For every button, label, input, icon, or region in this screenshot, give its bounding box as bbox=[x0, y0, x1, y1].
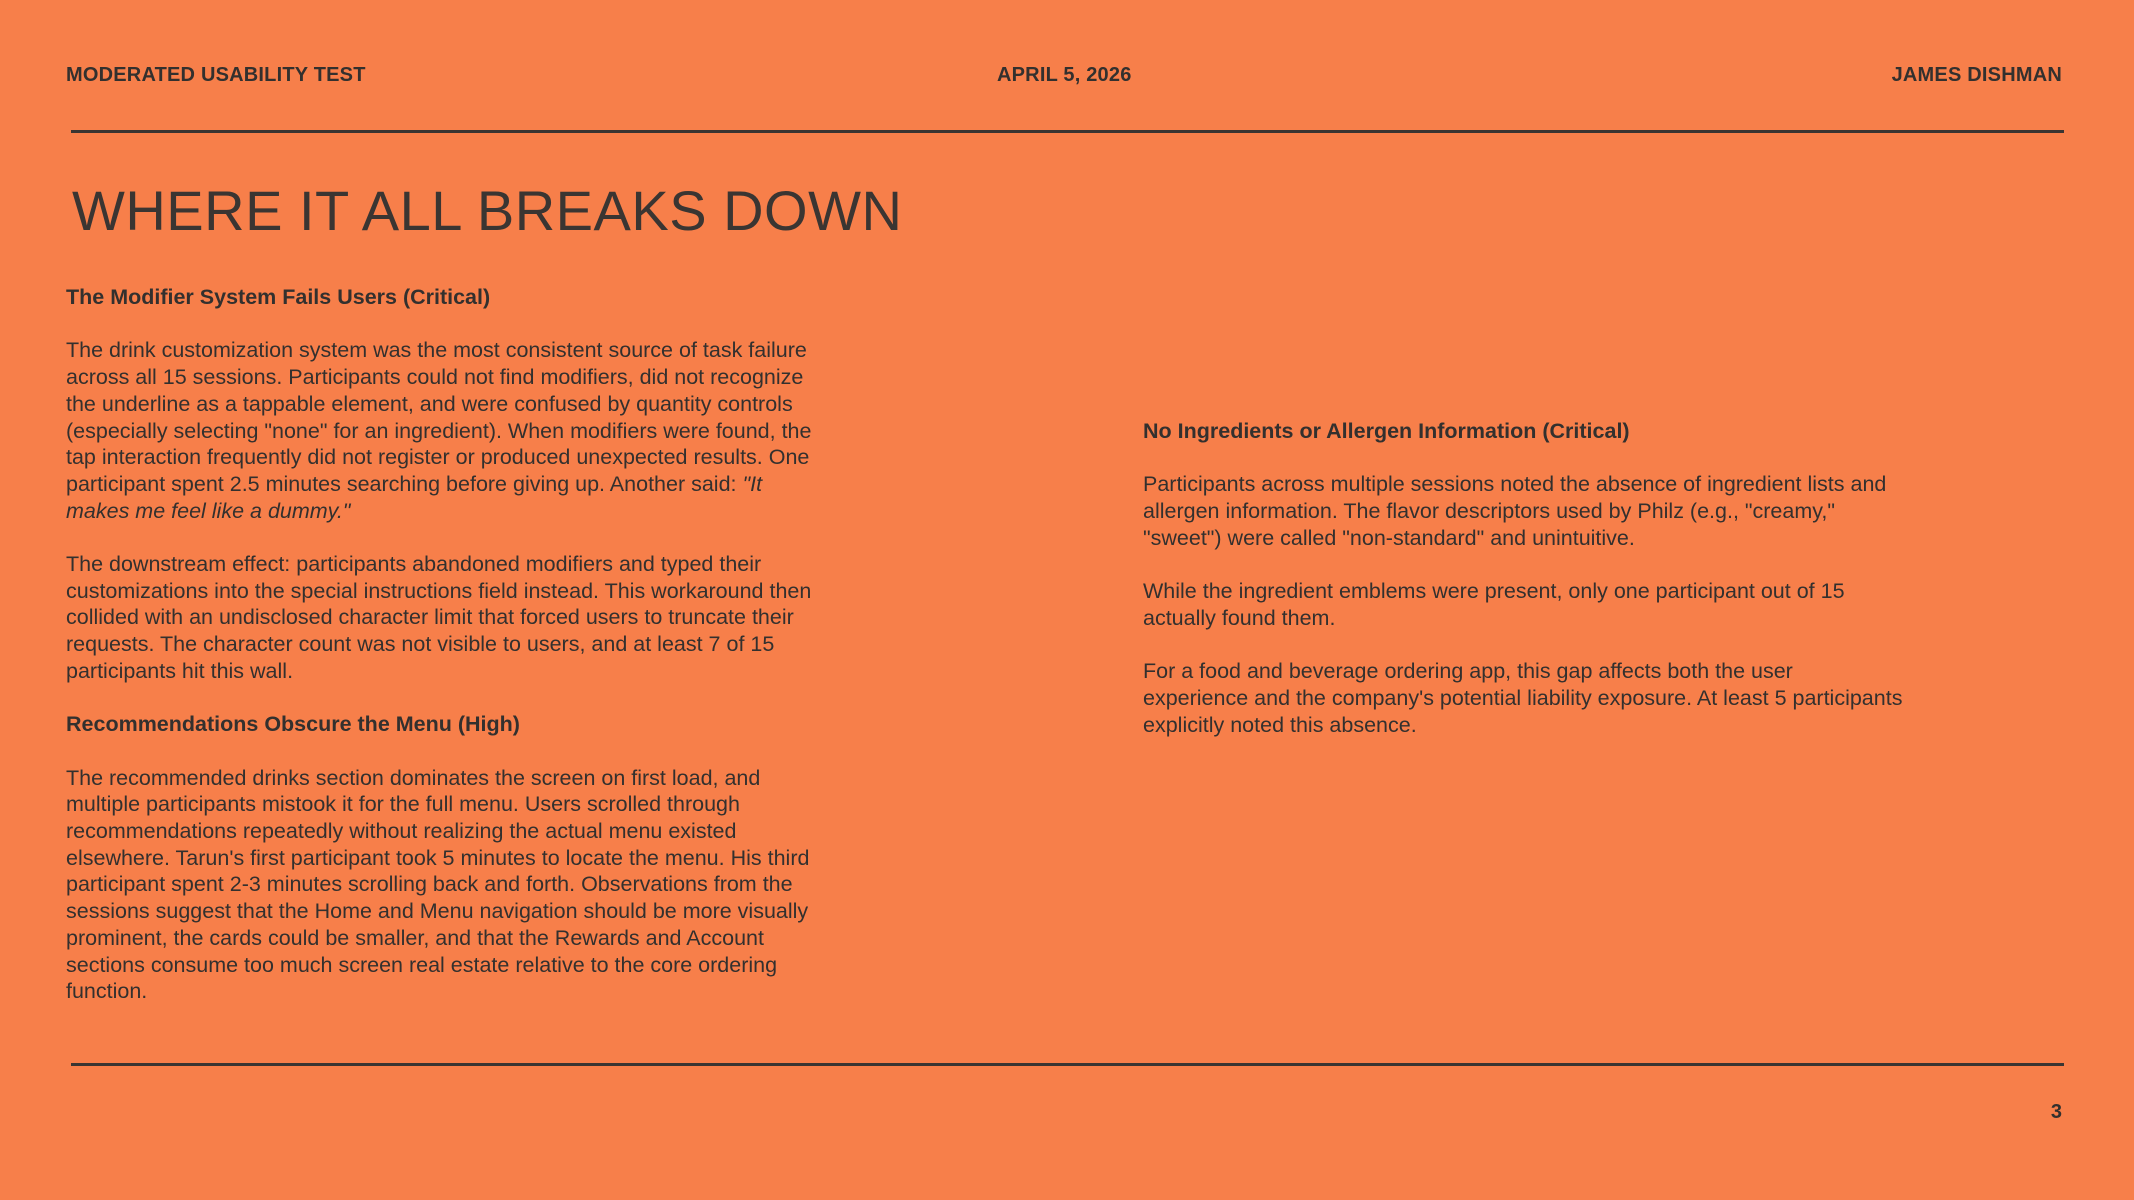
ingredients-section-heading: No Ingredients or Allergen Information (Critical) bbox=[1143, 419, 1630, 443]
modifier-section-paragraph-1 bbox=[66, 337, 826, 524]
header-date: APRIL 5, 2026 bbox=[997, 64, 1132, 86]
header-test-type: MODERATED USABILITY TEST bbox=[66, 64, 366, 86]
page-number: 3 bbox=[2050, 1101, 2062, 1123]
recommendations-section-heading: Recommendations Obscure the Menu (High) bbox=[66, 712, 520, 737]
modifier-section-paragraph-2: The downstream effect: participants abandoned modifiers and typed their customizations into the special instructions field instead. This workaround then collided with an undisclosed character limit that forced users to truncate their requests. The character count was not visible to users, and at least 7 of 15 participants hit this wall. bbox=[66, 552, 812, 683]
ingredients-paragraph-1: Participants across multiple sessions noted the absence of ingredient lists and allergen information. The flavor descriptors used by Philz (e.g., "creamy," "sweet") were called "non-standard" and unintuitive. bbox=[1143, 472, 1887, 550]
bottom-divider bbox=[71, 1063, 2064, 1066]
ingredients-paragraph-3: For a food and beverage ordering app, this gap affects both the user experience and the company's potential liability exposure. At least 5 participants explicitly noted this absence. bbox=[1143, 659, 1903, 737]
participant-quote: "It makes me feel like a dummy." bbox=[66, 471, 763, 523]
top-divider bbox=[71, 130, 2064, 133]
header-author: JAMES DISHMAN bbox=[1891, 64, 2062, 86]
modifier-paragraph-text: The drink customization system was the most consistent source of task failure across all 15 sessions. Participants could not find modifiers, did not recognize the underline as a tappable element, and were confused by quantity controls (especially selecting "none" for an ingredient). When modifiers were found, the tap interaction frequently did not register or produced unexpected results. One participant spent 2.5 minutes searching before giving up. Another said: bbox=[66, 338, 812, 496]
modifier-section-heading: The Modifier System Fails Users (Critical) bbox=[66, 285, 491, 309]
slide-title: WHERE IT ALL BREAKS DOWN bbox=[72, 179, 903, 242]
recommendations-section-paragraph: The recommended drinks section dominates the screen on first load, and multiple participants mistook it for the full menu. Users scrolled through recommendations repeatedly without realizing the actual menu existed elsewhere. Tarun's first participant took 5 minutes to locate the menu. His third participant spent 2-3 minutes scrolling back and forth. Observations from the sessions suggest that the Home and Menu navigation should be more visually prominent, the cards could be smaller, and that the Rewards and Account sections consume too much screen real estate relative to the core ordering function. bbox=[66, 765, 810, 1004]
ingredients-paragraph-2: While the ingredient emblems were present, only one participant out of 15 actually found them. bbox=[1143, 579, 1845, 630]
left-column bbox=[66, 284, 826, 1032]
right-column bbox=[1143, 418, 1903, 765]
